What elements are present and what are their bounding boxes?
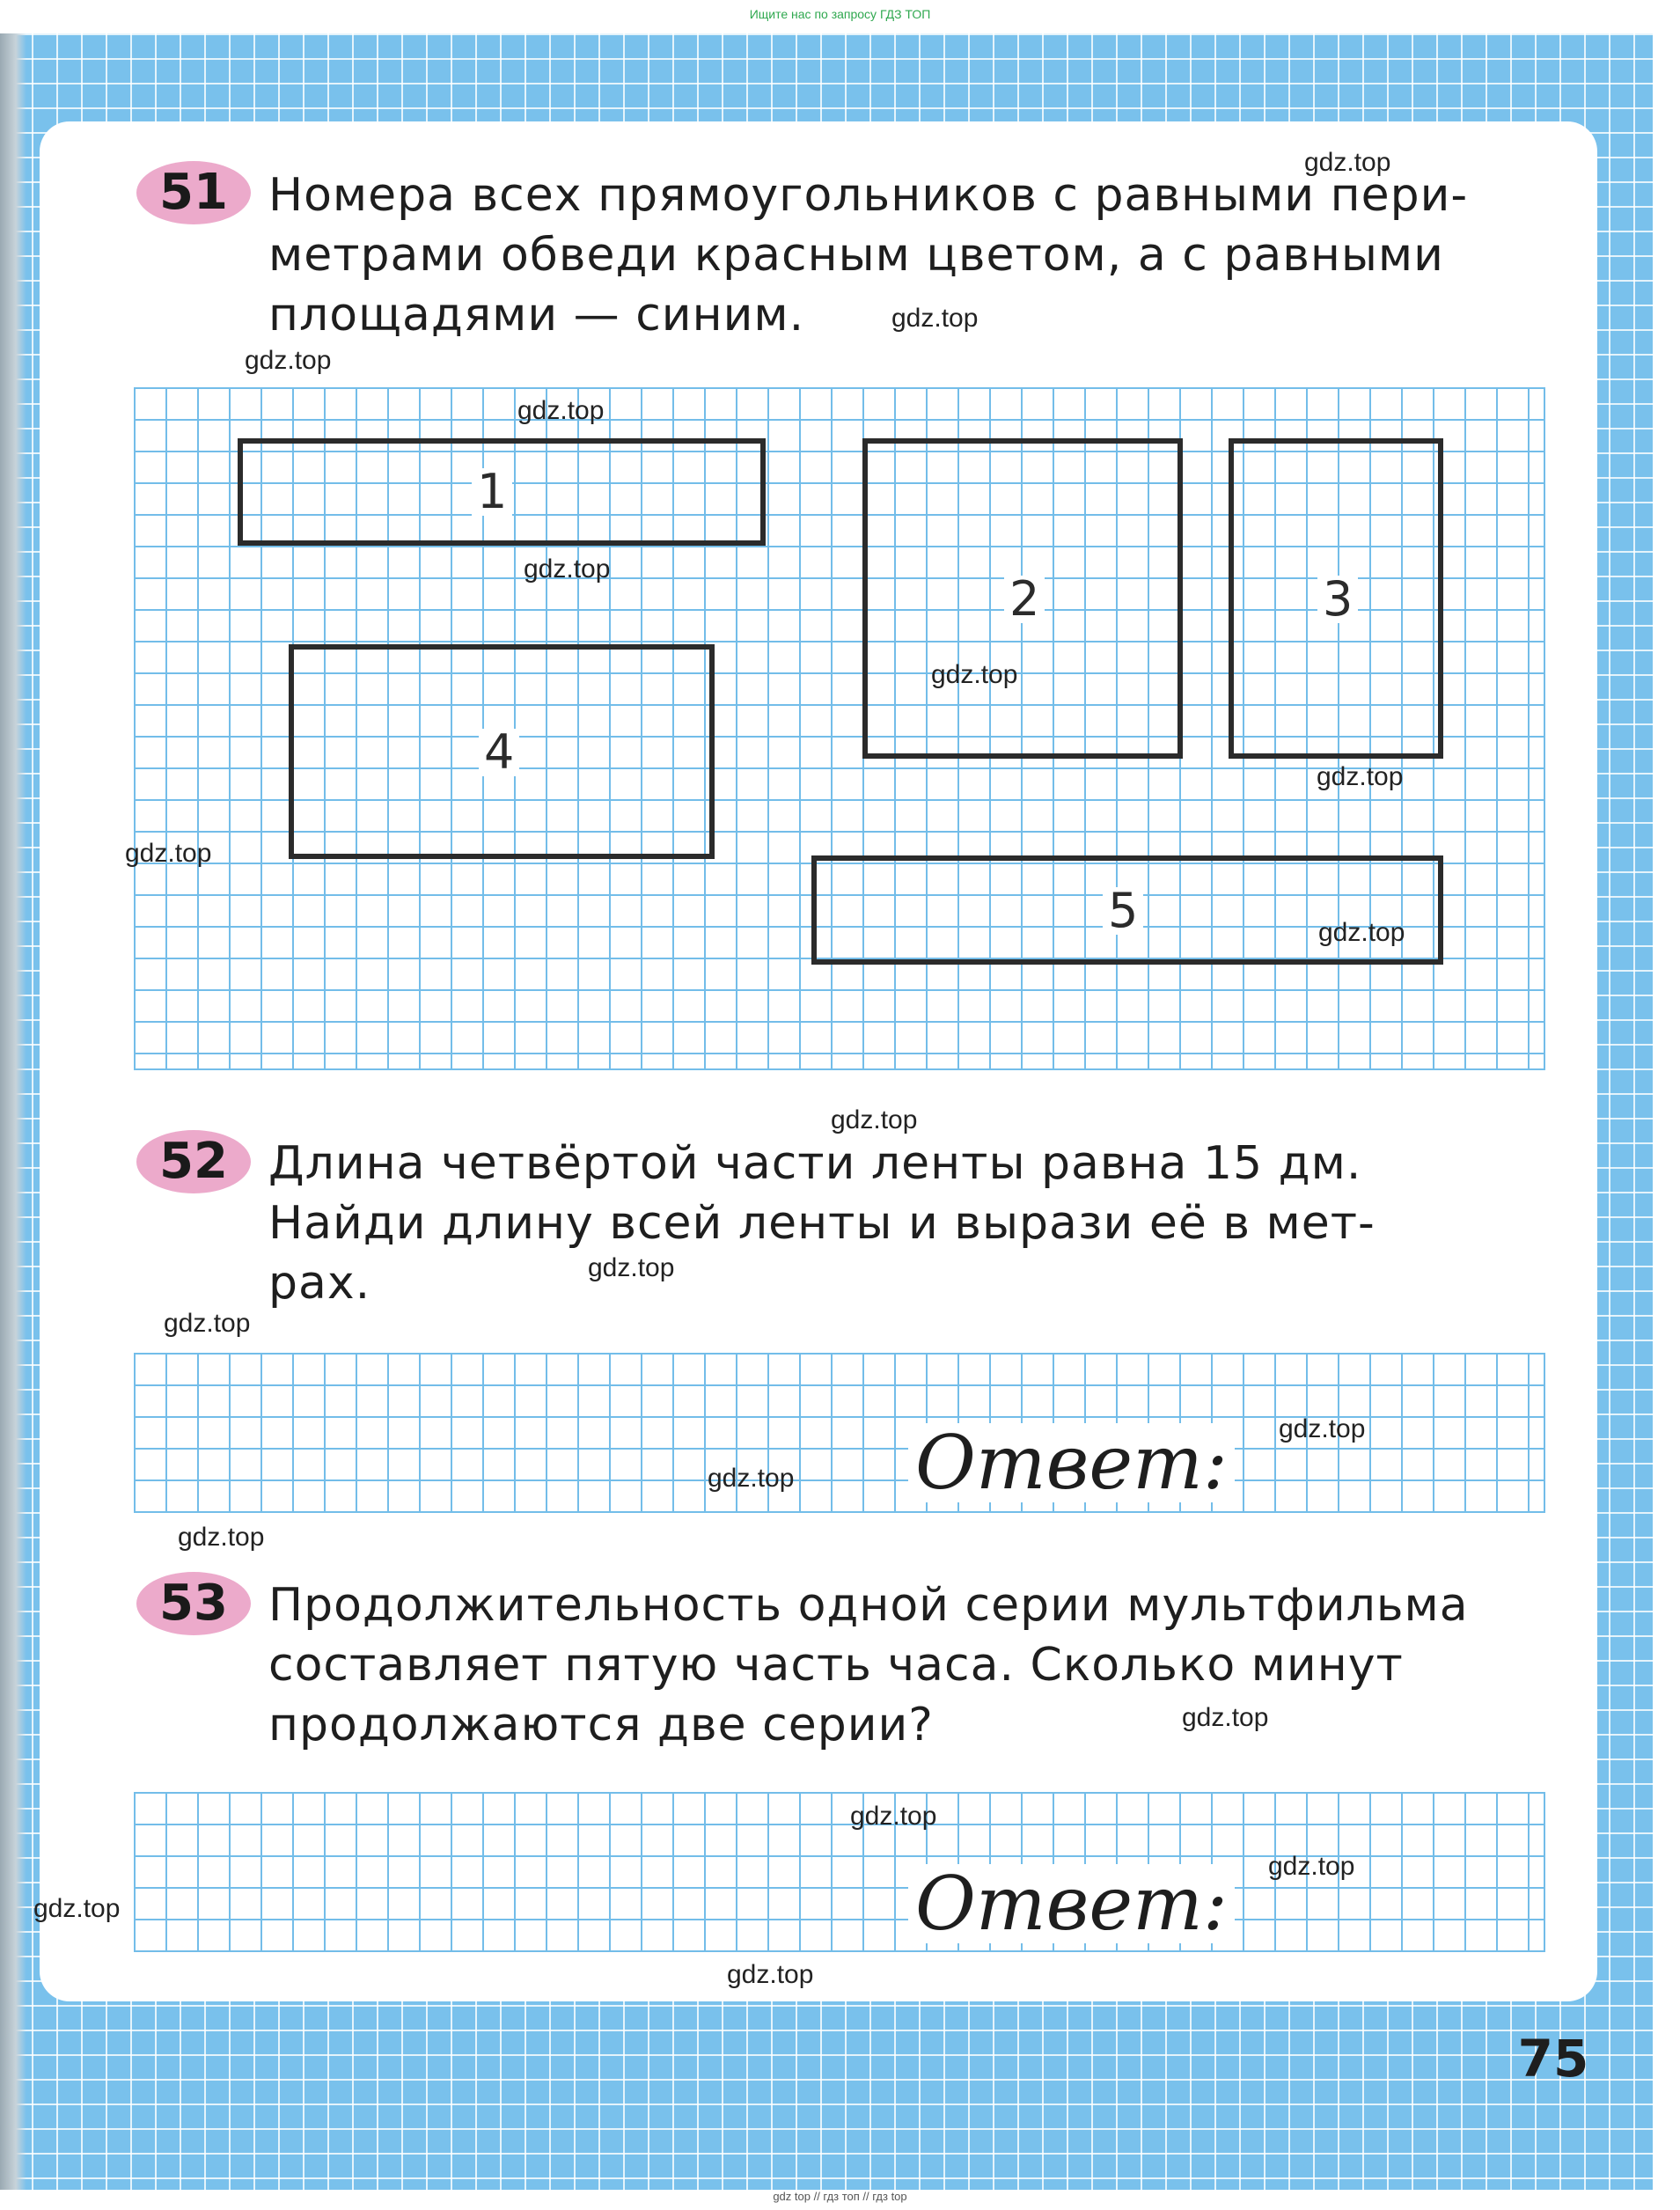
book-spine <box>0 33 26 2190</box>
rectangle-3-label: 3 <box>1317 576 1358 623</box>
rectangle-4 <box>289 644 715 859</box>
task-51-number: 51 <box>136 161 251 224</box>
task-51-line-3: площадями — синим. <box>268 289 805 341</box>
rectangle-2-label: 2 <box>1004 576 1045 623</box>
rectangle-5-label: 5 <box>1103 887 1143 935</box>
watermark: gdz.top <box>1318 918 1405 947</box>
task-53-text <box>268 1575 1536 1755</box>
rectangle-1 <box>238 438 766 546</box>
task-53-number: 53 <box>136 1572 251 1635</box>
task-52-line-2: Найди длину всей ленты и вырази её в мет- <box>268 1197 1376 1250</box>
rectangle-3 <box>1229 438 1443 759</box>
watermark: gdz.top <box>727 1960 814 1989</box>
task-52-line-3: рах. <box>268 1257 371 1310</box>
task-52-text <box>268 1134 1536 1313</box>
watermark: gdz.top <box>1182 1703 1269 1732</box>
watermark: gdz.top <box>1279 1414 1366 1443</box>
watermark: gdz.top <box>33 1894 121 1923</box>
watermark: gdz.top <box>850 1802 937 1831</box>
watermark: gdz.top <box>517 396 605 425</box>
watermark: gdz.top <box>588 1253 675 1282</box>
watermark: gdz.top <box>1317 762 1404 791</box>
watermark: gdz.top <box>125 839 212 868</box>
watermark: gdz.top <box>1268 1852 1355 1881</box>
page-number: 75 <box>1517 2029 1589 2089</box>
watermark: gdz.top <box>245 346 332 375</box>
watermark: gdz.top <box>831 1105 918 1134</box>
rectangle-2 <box>862 438 1183 759</box>
task-52-number: 52 <box>136 1130 251 1193</box>
watermark: gdz.top <box>178 1523 265 1552</box>
watermark: gdz.top <box>164 1309 251 1338</box>
watermark: gdz.top <box>1304 148 1391 177</box>
footer-note: gdz top // гдз топ // гдз top <box>773 2190 907 2203</box>
task-51-grid <box>134 387 1545 1070</box>
task-51-line-2: метрами обведи красным цветом, а с равными <box>268 229 1444 282</box>
header-note: Ищите нас по запросу ГДЗ ТОП <box>749 7 931 21</box>
watermark: gdz.top <box>931 660 1018 689</box>
task-53-line-1: Продолжительность одной серии мультфильма <box>268 1579 1469 1632</box>
task-51-line-1: Номера всех прямоугольников с равными пери- <box>268 169 1469 222</box>
task-53-line-2: составляет пятую часть часа. Сколько минут <box>268 1639 1404 1692</box>
watermark: gdz.top <box>708 1464 795 1493</box>
rectangle-1-label: 1 <box>472 468 512 516</box>
rectangle-5 <box>811 855 1443 965</box>
task-53-answer-label: Ответ: <box>908 1864 1235 1943</box>
task-52-line-1: Длина четвёртой части ленты равна 15 дм. <box>268 1137 1362 1190</box>
watermark: gdz.top <box>524 554 611 584</box>
watermark: gdz.top <box>891 304 979 333</box>
task-53-line-3: продолжаются две серии? <box>268 1699 934 1751</box>
task-52-answer-label: Ответ: <box>908 1423 1235 1502</box>
rectangle-4-label: 4 <box>479 729 519 776</box>
